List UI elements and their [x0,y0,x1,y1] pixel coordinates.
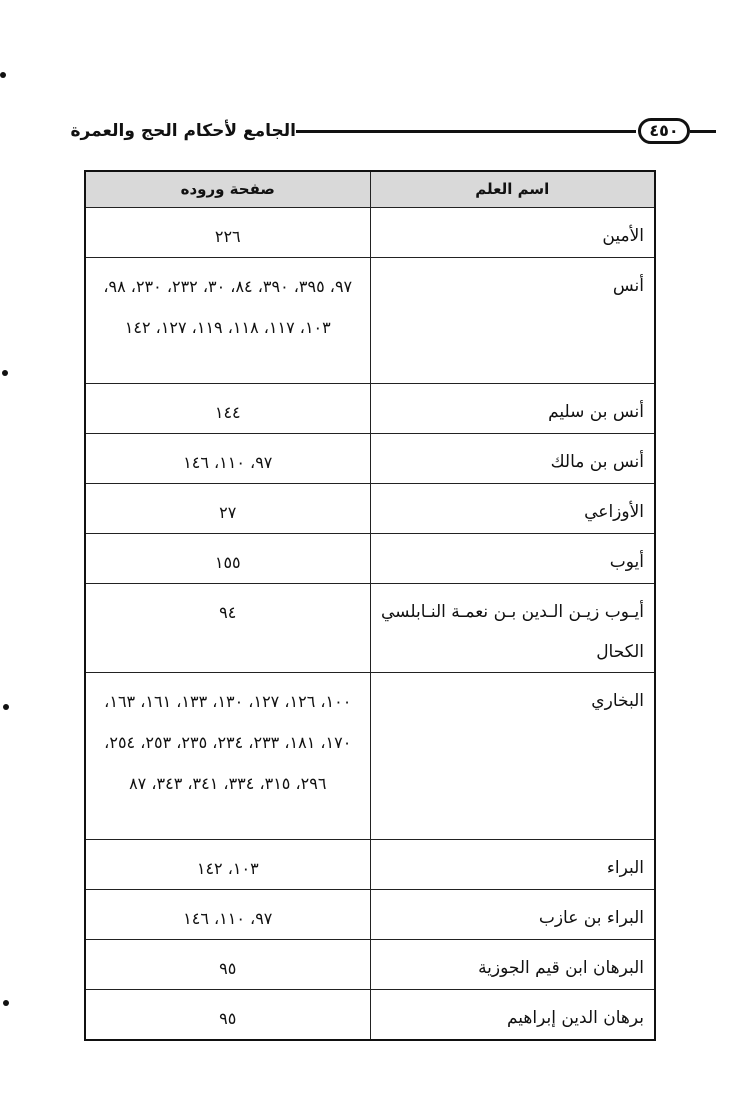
scan-mark [2,370,8,376]
page-references: ٩٧، ٣٩٥، ٣٩٠، ٨٤، ٣٠، ٢٣٢، ٢٣٠، ٩٨، ١٠٣، ١١٧، ١١٨، ١١٩، ١٢٧، ١٤٢ [85,258,370,384]
table-row [85,384,655,434]
table-row [85,890,655,940]
page-references: ٩٤ [85,584,370,673]
scan-mark [3,1000,9,1006]
page-references: ١٤٤ [85,384,370,434]
running-header [56,116,679,148]
page-references: ١٠٠، ١٢٦، ١٢٧، ١٣٠، ١٣٣، ١٦١، ١٦٣، ١٧٠، ١٨١، ٢٣٣، ٢٣٤، ٢٣٥، ٢٥٣، ٢٥٤، ٢٩٦، ٣١٥، ٣٣٤، ٣٤١، ٣٤٣، ٨٧ [85,673,370,840]
person-name: أنس [370,258,655,384]
header-rule [296,130,636,133]
table-row [85,584,655,673]
scan-mark [0,72,6,78]
person-name: الأمين [370,208,655,258]
person-name: أيوب [370,534,655,584]
person-name: أيـوب زيـن الـدين بـن نعمـة النـابلسي الكحال [370,584,655,673]
index-table [84,170,656,1041]
person-name: أنس بن مالك [370,434,655,484]
page-number: ٤٥٠ [638,118,690,144]
column-header-name: اسم العلم [370,171,655,208]
person-name: أنس بن سليم [370,384,655,434]
table-row [85,534,655,584]
header-rule-end [690,130,716,133]
page-references: ٩٧، ١١٠، ١٤٦ [85,434,370,484]
table-row [85,840,655,890]
person-name: الأوزاعي [370,484,655,534]
person-name: البخاري [370,673,655,840]
page-references: ٢٧ [85,484,370,534]
person-name: برهان الدين إبراهيم [370,990,655,1041]
scan-mark [3,704,9,710]
table-row [85,484,655,534]
page-references: ١٥٥ [85,534,370,584]
person-name: البراء بن عازب [370,890,655,940]
column-header-pages: صفحة وروده [85,171,370,208]
table-header-row [85,171,655,208]
table-row [85,258,655,384]
table-row [85,673,655,840]
book-title: الجامع لأحكام الحج والعمرة [70,121,296,141]
table-row [85,434,655,484]
page-references: ٩٥ [85,940,370,990]
person-name: البرهان ابن قيم الجوزية [370,940,655,990]
table-row [85,990,655,1041]
page-references: ٩٧، ١١٠، ١٤٦ [85,890,370,940]
table-row [85,940,655,990]
page-references: ١٠٣، ١٤٢ [85,840,370,890]
page-references: ٢٢٦ [85,208,370,258]
page-references: ٩٥ [85,990,370,1041]
table-row [85,208,655,258]
person-name: البراء [370,840,655,890]
